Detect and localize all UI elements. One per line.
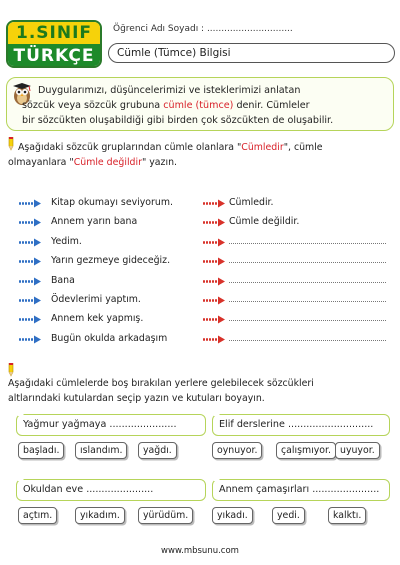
- arrow-right-icon: [202, 296, 226, 305]
- arrow-right-icon: [202, 315, 226, 324]
- answer-blank[interactable]: [229, 262, 386, 263]
- exercise-sentence: Bana: [51, 274, 75, 286]
- option-chip[interactable]: açtım.: [18, 507, 57, 524]
- arrow-right-icon: [18, 238, 42, 247]
- answer-blank[interactable]: [229, 301, 386, 302]
- pencil-icon: [6, 363, 16, 377]
- section2-instruction: [8, 376, 314, 406]
- footer-website: www.mbsunu.com: [161, 546, 239, 556]
- exercise-sentence: Annem kek yapmış.: [51, 313, 144, 325]
- option-chip[interactable]: uyuyor.: [335, 442, 380, 459]
- section2-line-2: altlarındaki kutulardan seçip yazın ve kutuları boyayın.: [8, 393, 265, 404]
- option-chip[interactable]: kalktı.: [328, 507, 366, 524]
- definition-text: [22, 83, 392, 128]
- answer-blank[interactable]: [229, 340, 386, 341]
- arrow-right-icon: [202, 199, 226, 208]
- logo: [6, 20, 102, 68]
- exercise-sentence: Annem yarın bana: [51, 216, 138, 228]
- arrow-right-icon: [18, 277, 42, 286]
- arrow-right-icon: [18, 315, 42, 324]
- exercise-sentence: Yarın gezmeye gideceğiz.: [51, 255, 171, 267]
- answer-blank[interactable]: [229, 320, 386, 321]
- option-chip[interactable]: yağdı.: [138, 442, 177, 459]
- exercise-sentence: Kitap okumayı seviyorum.: [51, 197, 173, 208]
- section2-line-1: Aşağıdaki cümlelerde boş bırakılan yerlere gelebilecek sözcükleri: [8, 378, 314, 389]
- student-name-field[interactable]: Öğrenci Adı Soyadı : ..............................: [113, 24, 293, 34]
- arrow-right-icon: [18, 257, 42, 266]
- arrow-right-icon: [18, 296, 42, 305]
- arrow-right-icon: [18, 218, 42, 227]
- answer-text[interactable]: Cümle değildir.: [229, 216, 300, 228]
- option-chip[interactable]: yürüdüm.: [138, 507, 193, 524]
- section1-line-1: Aşağıdaki sözcük gruplarından cümle olanlara "Cümledir", cümle: [18, 142, 323, 153]
- definition-line-3: bir sözcükten oluşabildiği gibi birden çok sözcükten de oluşabilir.: [22, 115, 334, 126]
- option-chip[interactable]: yedi.: [272, 507, 305, 524]
- option-chip[interactable]: çalışmıyor.: [276, 442, 336, 459]
- fill-sentence[interactable]: Okuldan eve ......................: [16, 479, 206, 501]
- exercise-sentence: Bugün okulda arkadaşım: [51, 332, 168, 344]
- option-chip[interactable]: başladı.: [18, 442, 64, 459]
- section1-instruction: [8, 140, 323, 170]
- exercise-sentence: Ödevlerimi yaptım.: [51, 294, 141, 305]
- answer-blank[interactable]: [229, 243, 386, 244]
- arrow-right-icon: [202, 277, 226, 286]
- fill-sentence[interactable]: Elif derslerine ............................: [212, 414, 390, 436]
- option-chip[interactable]: yıkadı.: [212, 507, 253, 524]
- logo-subject: TÜRKÇE: [8, 44, 100, 68]
- arrow-right-icon: [18, 199, 42, 208]
- arrow-right-icon: [202, 257, 226, 266]
- arrow-right-icon: [202, 335, 226, 344]
- arrow-right-icon: [202, 218, 226, 227]
- arrow-right-icon: [18, 335, 42, 344]
- page-title: Cümle (Tümce) Bilgisi: [108, 43, 395, 63]
- definition-line-1: Duygularımızı, düşüncelerimizi ve isteklerimizi anlatan: [38, 85, 301, 96]
- arrow-right-icon: [202, 238, 226, 247]
- term-highlight: cümle (tümce): [163, 100, 234, 111]
- fill-sentence[interactable]: Yağmur yağmaya ......................: [16, 414, 206, 436]
- section1-line-2: olmayanlara "Cümle değildir" yazın.: [8, 157, 178, 168]
- answer-blank[interactable]: [229, 282, 386, 283]
- definition-line-2: sözcük veya sözcük grubuna cümle (tümce) denir. Cümleler: [22, 100, 310, 111]
- answer-text[interactable]: Cümledir.: [229, 197, 274, 208]
- option-chip[interactable]: ıslandım.: [75, 442, 127, 459]
- exercise-sentence: Yedim.: [51, 235, 82, 247]
- option-chip[interactable]: yıkadım.: [75, 507, 125, 524]
- logo-grade: 1.SINIF: [8, 22, 100, 44]
- fill-sentence[interactable]: Annem çamaşırları ......................: [212, 479, 390, 501]
- option-chip[interactable]: oynuyor.: [212, 442, 262, 459]
